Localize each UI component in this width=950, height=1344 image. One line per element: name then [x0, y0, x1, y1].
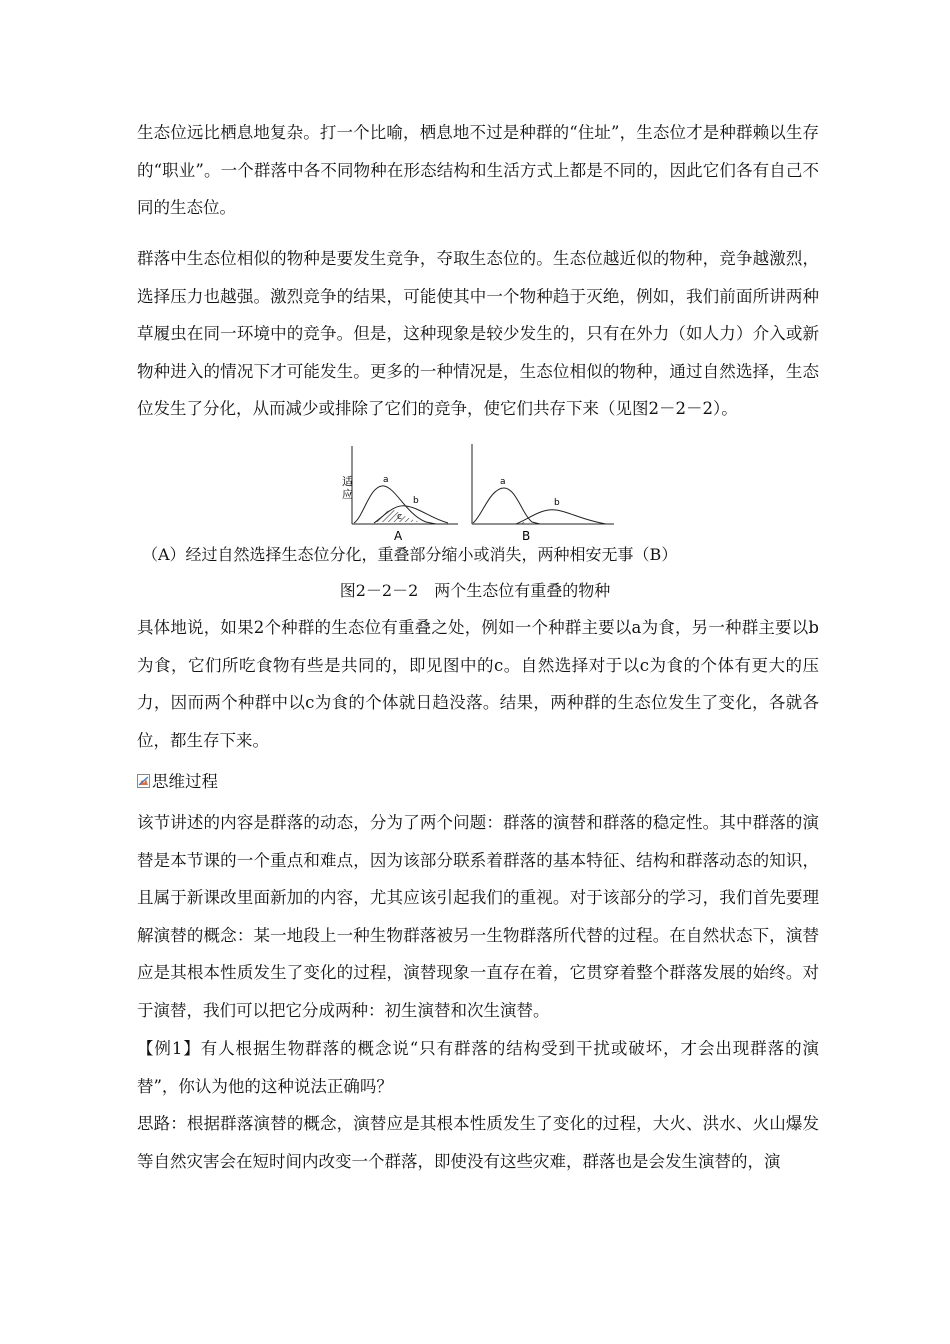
panel-a-label-c: c: [397, 512, 402, 522]
paragraph-overlap-explanation: 具体地说，如果2个种群的生态位有重叠之处，例如一个种群主要以a为食，另一种群主要以b为食，它们所吃食物有些是共同的，即见图中的c。自然选择对于以c为食的个体有更大的压力，因而两个种群中以c为食的个体就日趋没落。结果，两种群的生态位发生了变化，各就各位，都生存下来。: [137, 618, 819, 750]
section-title-thinking-process: 思维过程: [152, 772, 218, 791]
panel-a-label-b: b: [413, 496, 419, 506]
niche-overlap-figure: [336, 438, 618, 544]
paragraph-reasoning: 思路：根据群落演替的概念，演替应是其根本性质发生了变化的过程，大火、洪水、火山爆发等自然灾害会在短时间内改变一个群落，即使没有这些灾难，群落也是会发生演替的，演: [137, 1114, 819, 1171]
panel-b-title: B: [522, 529, 531, 543]
panel-a: [342, 446, 458, 543]
paragraph-example-1: 【例1】有人根据生物群落的概念说“只有群落的结构受到干扰或破坏，才会出现群落的演替”，你认为他的这种说法正确吗？: [137, 1039, 819, 1096]
figure-caption-description: （A）经过自然选择生态位分化，重叠部分缩小或消失，两种相安无事（B）: [142, 545, 678, 564]
paragraph-community-dynamics: 该节讲述的内容是群落的动态，分为了两个问题：群落的演替和群落的稳定性。其中群落的演替是本节课的一个重点和难点，因为该部分联系着群落的基本特征、结构和群落动态的知识，且属于新课改里面新加的内容，尤其应该引起我们的重视。对于该部分的学习，我们首先要理解演替的概念：某一地段上一种生物群落被另一生物群落所代替的过程。在自然状态下，演替应是其根本性质发生了变化的过程，演替现象一直存在着，它贯穿着整个群落发展的始终。对于演替，我们可以把它分成两种：初生演替和次生演替。: [137, 813, 819, 1020]
y-axis-label-bottom: 应: [342, 488, 353, 501]
broken-image-icon: [137, 774, 150, 788]
panel-b-label-a: a: [500, 477, 506, 487]
y-axis-label-top: 适: [342, 475, 353, 488]
panel-b-label-b: b: [554, 498, 560, 508]
panel-a-label-a: a: [383, 475, 389, 485]
panel-b-curve-a: [473, 488, 540, 524]
paragraph-niche-competition: 群落中生态位相似的物种是要发生竞争，夺取生态位的。生态位越近似的物种，竞争越激烈，选择压力也越强。激烈竞争的结果，可能使其中一个物种趋于灭绝，例如，我们前面所讲两种草履虫在同一环境中的竞争。但是，这种现象是较少发生的，只有在外力（如人力）介入或新物种进入的情况下才可能发生。更多的一种情况是，生态位相似的物种，通过自然选择，生态位发生了分化，从而减少或排除了它们的竞争，使它们共存下来（见图2－2－2）。: [137, 249, 819, 418]
panel-b-curve-b: [516, 510, 606, 524]
paragraph-niche-definition: 生态位远比栖息地复杂。打一个比喻，栖息地不过是种群的“住址”，生态位才是种群赖以生存的“职业”。一个群落中各不同物种在形态结构和生活方式上都是不同的，因此它们各有自己不同的生态位。: [137, 123, 819, 217]
figure-caption-title: 图2－2－2 两个生态位有重叠的物种: [339, 581, 611, 600]
panel-b: [472, 444, 614, 543]
panel-a-title: A: [394, 529, 403, 543]
